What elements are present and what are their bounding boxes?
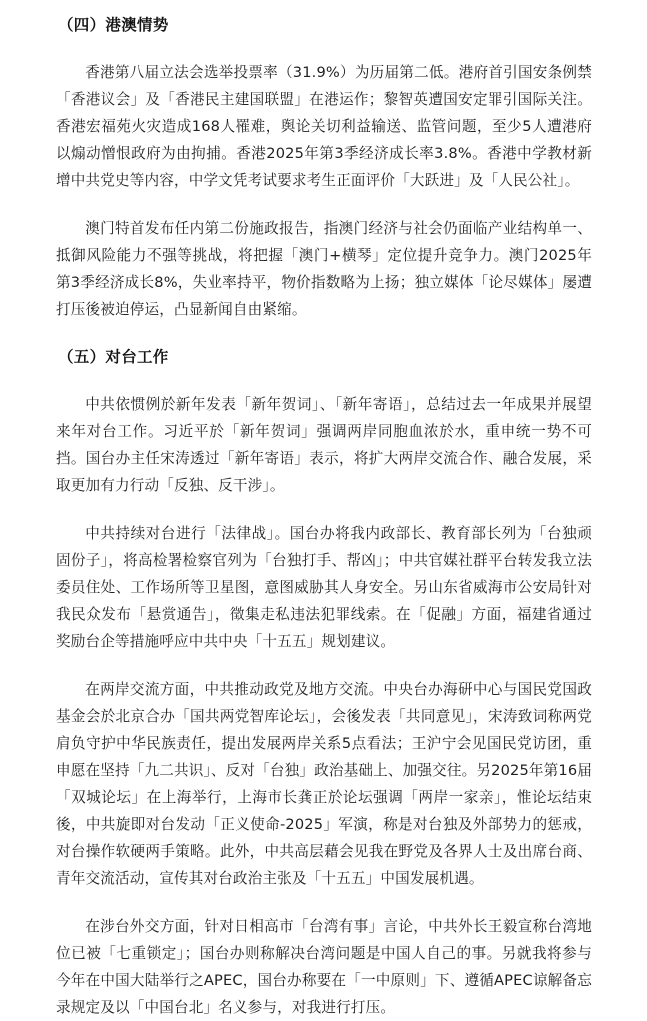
spacer [56, 194, 592, 215]
spacer [56, 39, 592, 59]
paragraph-new-year-address: 中共依惯例於新年发表「新年贺词」、「新年寄语」，总结过去一年成果并展望来年对台工作。习近平於「新年贺词」强调两岸同胞血浓於水，重申统一势不可挡。国台办主任宋涛透过「新年寄语」表示，将扩大两岸交流合作、融合发展，采取更加有力行动「反独、反干涉」。 [56, 396, 592, 494]
paragraph-hk-legislative-council: 香港第八届立法会选举投票率（31.9%）为历届第二低。港府首引国安条例禁「香港议会」及「香港民主建国联盟」在港运作；黎智英遭国安定罪引国际关注。香港宏福苑火灾造成168人罹难，舆论关切利益输送、监管问题，至少5人遭港府以煽动憎恨政府为由拘捕。香港2025年第3季经济成长率3.8%。香港中学教材新增中共党史等内容，中学文凭考试要求考生正面评价「大跃进」及「人民公社」。 [56, 64, 592, 189]
paragraph-cross-strait-exchanges: 在两岸交流方面，中共推动政党及地方交流。中央台办海研中心与国民党国政基金会於北京合办「国共两党智库论坛」，会後发表「共同意见」，宋涛致词称两党肩负守护中华民族责任，提出发展两岸关系5点看法；王沪宁会见国民党访团，重申愿在坚持「九二共识」、反对「台独」政治基础上、加强交往。另2025年第16届「双城论坛」在上海举行，上海市长龚正於论坛强调「两岸一家亲」，惟论坛结束後，中共旋即对台发动「正义使命-2025」军演，称是对台独及外部势力的惩戒，对台操作软硬两手策略。此外，中共高层藉会见我在野党及各界人士及出席台商、青年交流活动，宣传其对台政治主张及「十五五」中国发展机遇。 [56, 681, 592, 887]
spacer [56, 892, 592, 913]
section-heading-taiwan-work: （五）对台工作 [58, 348, 169, 366]
paragraph-lawfare: 中共持续对台进行「法律战」。国台办将我内政部长、教育部长列为「台独顽固份子」，将高检署检察官列为「台独打手、帮凶」；中共官媒社群平台转发我立法委员住处、工作场所等卫星图，意图威胁其人身安全。另山东省威海市公安局针对我民众发布「悬赏通告」，徵集走私违法犯罪线索。在「促融」方面，福建省通过奖励台企等措施呼应中共中央「十五五」规划建议。 [56, 525, 592, 650]
spacer [56, 499, 592, 520]
section-heading-hk-macau-block [56, 12, 592, 39]
section-heading-taiwan-work-block [56, 344, 592, 371]
spacer [56, 323, 592, 344]
document-body [56, 12, 592, 1021]
section-heading-hk-macau: （四）港澳情势 [58, 16, 169, 34]
spacer [56, 371, 592, 391]
paragraph-macau-policy-address: 澳门特首发布任内第二份施政报告，指澳门经济与社会仍面临产业结构单一、抵御风险能力不强等挑战，将把握「澳门+横琴」定位提升竞争力。澳门2025年第3季经济成长8%，失业率持平，物价指数略为上扬；独立媒体「论尽媒体」屡遭打压後被迫停运，凸显新闻自由紧缩。 [56, 220, 592, 318]
spacer [56, 655, 592, 676]
paragraph-foreign-affairs: 在涉台外交方面，针对日相高市「台湾有事」言论，中共外长王毅宣称台湾地位已被「七重锁定」；国台办则称解决台湾问题是中国人自己的事。另就我将参与今年在中国大陆举行之APEC，国台办称要在「一中原则」下、遵循APEC谅解备忘录规定及以「中国台北」名义参与，对我进行打压。 [56, 918, 592, 1016]
